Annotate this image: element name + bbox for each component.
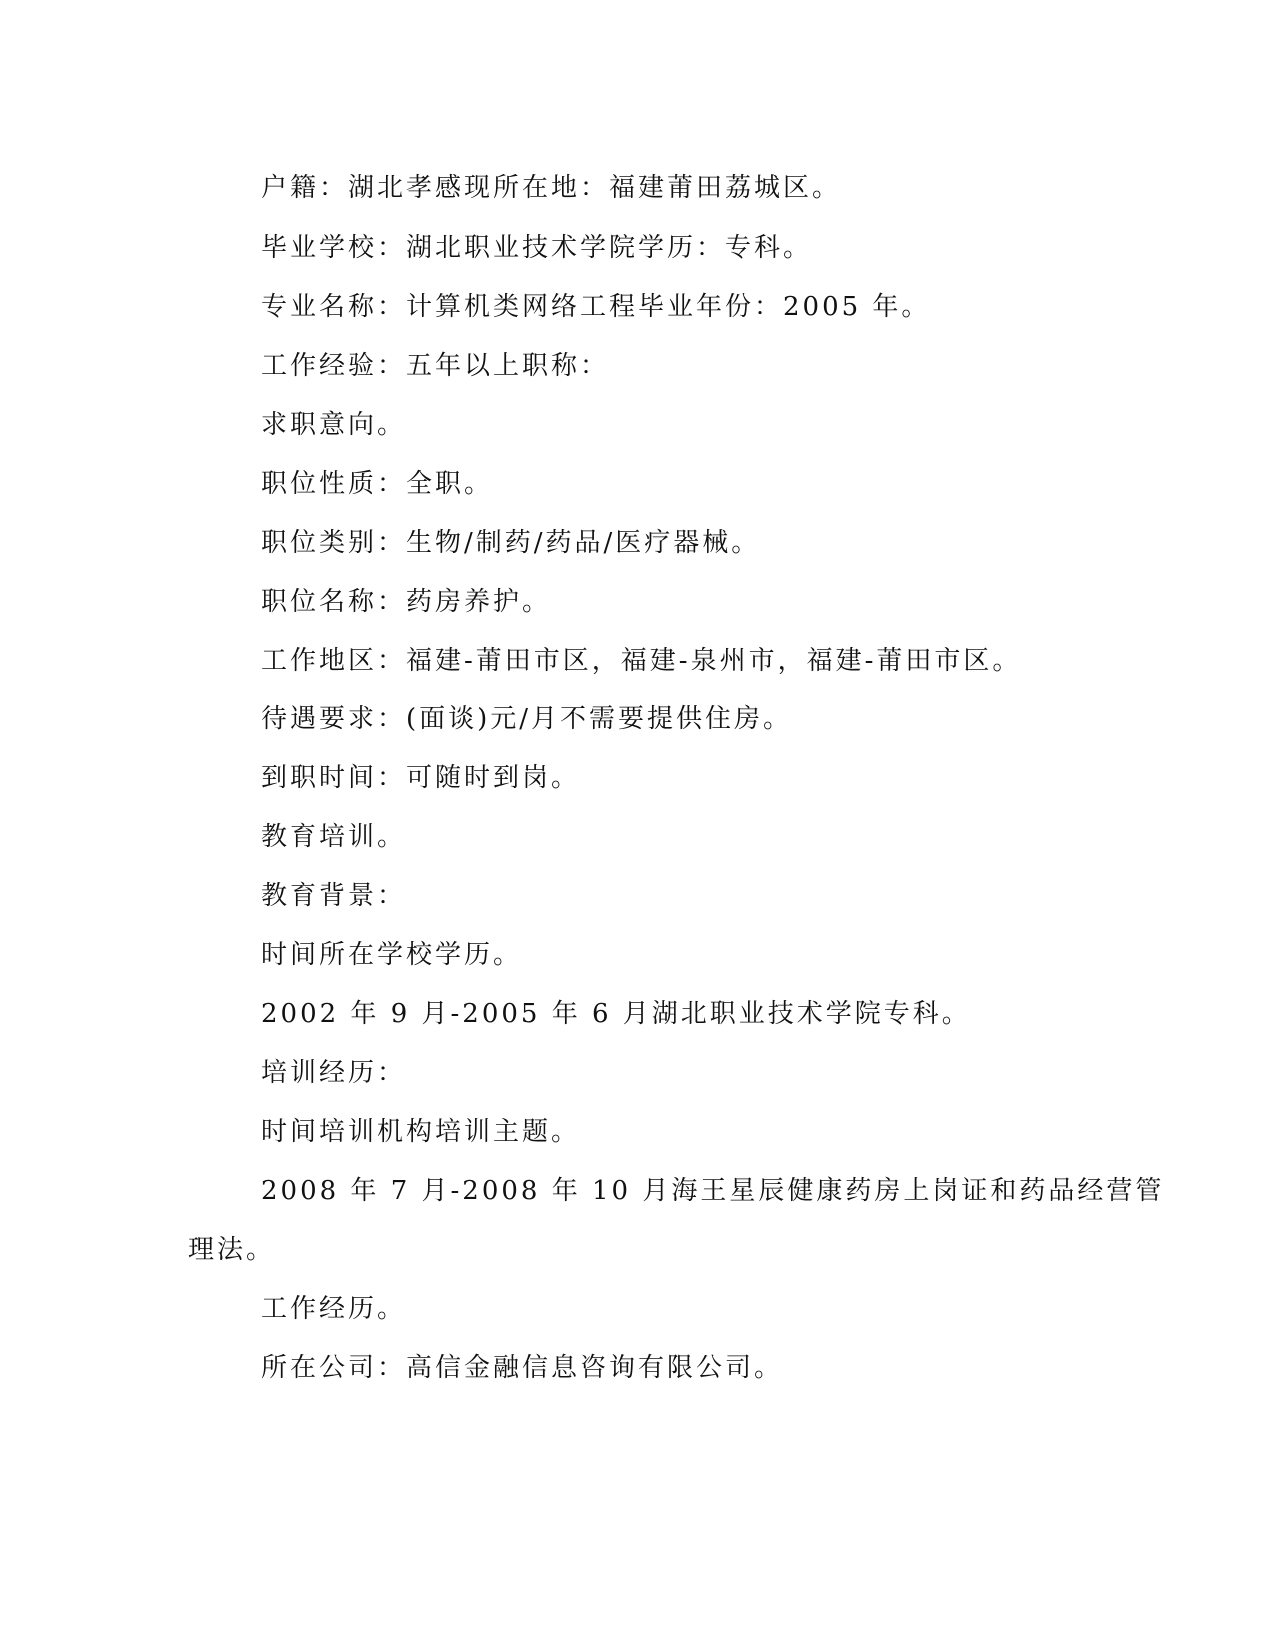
training-entry: 2008 年 7 月-2008 年 10 月海王星辰健康药房上岗证和药品经营管 xyxy=(261,1176,1165,1206)
training-history-heading: 培训经历： xyxy=(261,1058,407,1088)
education-table-header: 时间所在学校学历。 xyxy=(261,940,523,970)
major-name-line: 专业名称：计算机类网络工程毕业年份：2005 年。 xyxy=(261,292,931,322)
job-category-line: 职位类别：生物/制药/药品/医疗器械。 xyxy=(261,528,761,558)
job-intention-heading: 求职意向。 xyxy=(261,410,407,440)
training-entry-continuation: 理法。 xyxy=(188,1235,276,1265)
graduated-school-line: 毕业学校：湖北职业技术学院学历：专科。 xyxy=(261,233,813,263)
job-title-line: 职位名称：药房养护。 xyxy=(261,587,552,617)
education-background-heading: 教育背景： xyxy=(261,881,407,911)
salary-requirement-line: 待遇要求：(面谈)元/月不需要提供住房。 xyxy=(261,704,793,734)
education-entry: 2002 年 9 月-2005 年 6 月湖北职业技术学院专科。 xyxy=(261,999,971,1029)
start-time-line: 到职时间：可随时到岗。 xyxy=(261,763,581,793)
company-line: 所在公司：高信金融信息咨询有限公司。 xyxy=(261,1353,784,1383)
work-history-heading: 工作经历。 xyxy=(261,1294,407,1324)
education-training-heading: 教育培训。 xyxy=(261,822,407,852)
job-nature-line: 职位性质：全职。 xyxy=(261,469,494,499)
household-registration-line: 户籍：湖北孝感现所在地：福建莆田荔城区。 xyxy=(261,173,842,203)
training-table-header: 时间培训机构培训主题。 xyxy=(261,1117,581,1147)
work-experience-line: 工作经验：五年以上职称： xyxy=(261,351,610,381)
work-region-line: 工作地区：福建-莆田市区，福建-泉州市，福建-莆田市区。 xyxy=(261,646,1022,676)
